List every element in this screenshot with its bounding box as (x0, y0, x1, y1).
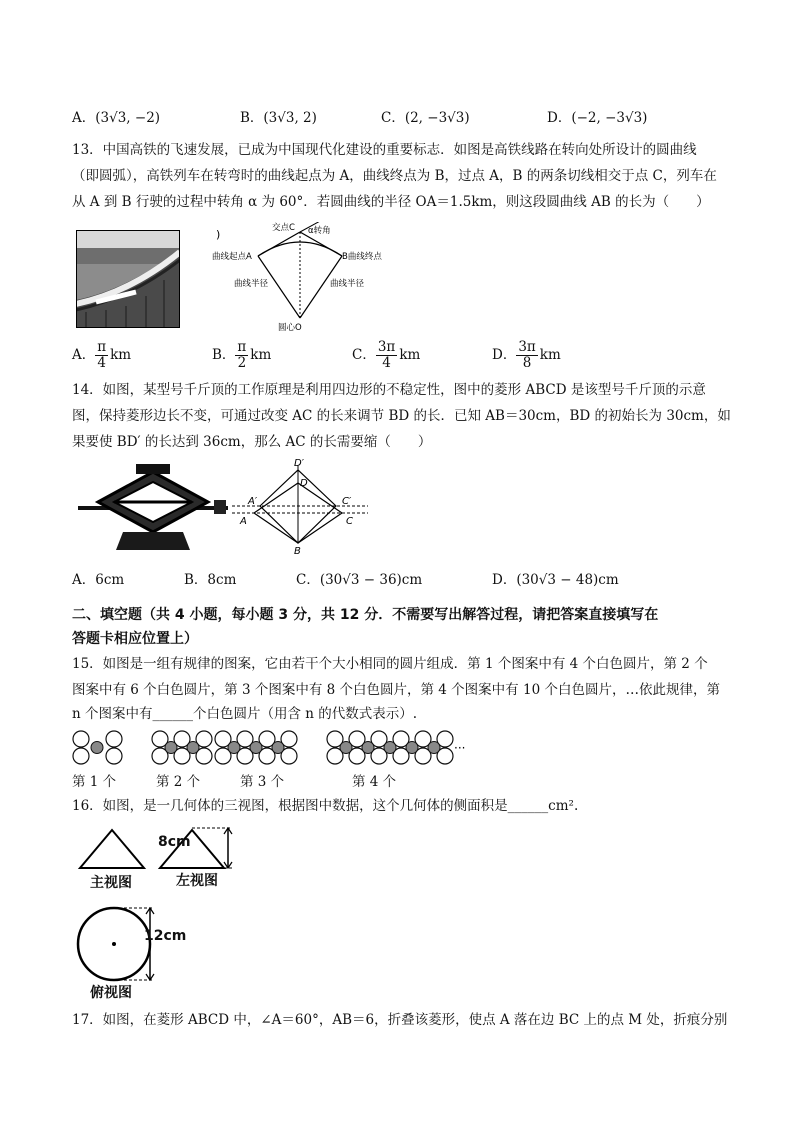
label-curve-end: B曲线终点 (342, 252, 382, 262)
q14-option-d: D．(30√3 − 48)cm (492, 572, 619, 588)
label-c: C (346, 516, 353, 527)
q14-line-1: 14．如图，某型号千斤顶的工作原理是利用四边形的不稳定性，图中的菱形 ABCD 是该型号千斤顶的示意 (72, 382, 706, 398)
q13-option-c: C． $\frac{3\pi}{4}$ km (352, 339, 421, 371)
q13-option-b: B． $\frac{\pi}{2}$ km (212, 339, 272, 371)
front-view-label: 主视图 (90, 875, 132, 891)
q12-option-a: A．(3√3, −2) (72, 110, 161, 126)
pattern-ellipsis: ··· (454, 741, 466, 755)
train-photo (76, 230, 180, 328)
q16-line-1: 16．如图，是一几何体的三视图，根据图中数据，这个几何体的侧面积是______cm². (72, 798, 579, 814)
q15-line-1: 15．如图是一组有规律的图案，它由若干个大小相同的圆片组成．第 1 个图案中有 4 个白色圆片，第 2 个 (72, 656, 708, 672)
q15-line-2: 图案中有 6 个白色圆片，第 3 个图案中有 8 个白色圆片，第 4 个图案中有 10 个白色圆片，…依此规律，第 (72, 682, 720, 698)
q14-line-3: 果要使 BD′ 的长达到 36cm，那么 AC 的长需要缩（ ） (72, 434, 432, 450)
label-intersection: 交点C (272, 223, 295, 233)
q14-option-a: A．6cm (72, 572, 125, 588)
label-b: B (294, 546, 301, 556)
section-2-heading-line-2: 答题卡相应位置上） (72, 631, 198, 647)
height-label: 8cm (158, 834, 191, 850)
label-turn-angle: α转角 (308, 226, 331, 236)
q13-line-2: （即圆弧），高铁列车在转弯时的曲线起点为 A，曲线终点为 B，过点 A，B 的两条切线相交于点 C，列车在 (72, 168, 717, 184)
pattern-label-1: 第 1 个 (72, 774, 117, 790)
label-d-prime: D′ (294, 458, 304, 469)
q12-option-c: C．(2, −3√3) (381, 110, 470, 126)
side-view-label: 左视图 (176, 873, 218, 889)
diameter-label: 12cm (144, 928, 187, 944)
q17-line-1: 17．如图，在菱形 ABCD 中，∠A＝60°，AB＝6，折叠该菱形，使点 A 落在边 BC 上的点 M 处，折痕分别 (72, 1012, 728, 1028)
label-c-prime: C′ (342, 496, 352, 507)
label-d: D (300, 478, 308, 489)
q13-option-d: D． $\frac{3\pi}{8}$ km (492, 339, 561, 371)
q13-option-a: A． $\frac{\pi}{4}$ km (72, 339, 132, 371)
label-radius-right: 曲线半径 (330, 279, 365, 289)
section-2-heading-line-1: 二、填空题（共 4 小题，每小题 3 分，共 12 分．不需要写出解答过程，请把答案直接填写在 (72, 607, 659, 623)
q14-line-2: 图，保持菱形边长不变，可通过改变 AC 的长来调节 BD 的长．已知 AB＝30cm，BD 的初始长为 30cm，如 (72, 408, 731, 424)
paren-mark: ) (216, 228, 221, 241)
label-a: A (240, 516, 247, 527)
rhombus-diagram (232, 456, 372, 556)
q14-option-c: C．(30√3 − 36)cm (296, 572, 423, 588)
q12-option-b: B．(3√3, 2) (240, 110, 317, 126)
pattern-label-3: 第 3 个 (240, 774, 285, 790)
label-curve-start: 曲线起点A (212, 252, 252, 262)
q13-line-1: 13．中国高铁的飞速发展，已成为中国现代化建设的重要标志．如图是高铁线路在转向处所设计的圆曲线 (72, 142, 697, 158)
pattern-label-4: 第 4 个 (352, 774, 397, 790)
q15-line-3: n 个图案中有______个白色圆片（用含 n 的代数式表示）. (72, 706, 418, 722)
q12-option-d: D．(−2, −3√3) (547, 110, 648, 126)
top-view-label: 俯视图 (90, 985, 132, 1001)
label-radius-left: 曲线半径 (234, 279, 269, 289)
q14-option-b: B．8cm (184, 572, 237, 588)
q13-line-3: 从 A 到 B 行驶的过程中转角 α 为 60°．若圆曲线的半径 OA＝1.5km，则这段圆曲线 AB 的长为（ ） (72, 194, 710, 210)
curve-diagram (212, 222, 402, 334)
pattern-label-2: 第 2 个 (156, 774, 201, 790)
label-center: 圆心O (278, 323, 302, 333)
circle-pattern-figure (72, 730, 472, 766)
jack-photo (78, 462, 228, 554)
label-a-prime: A′ (248, 496, 258, 507)
